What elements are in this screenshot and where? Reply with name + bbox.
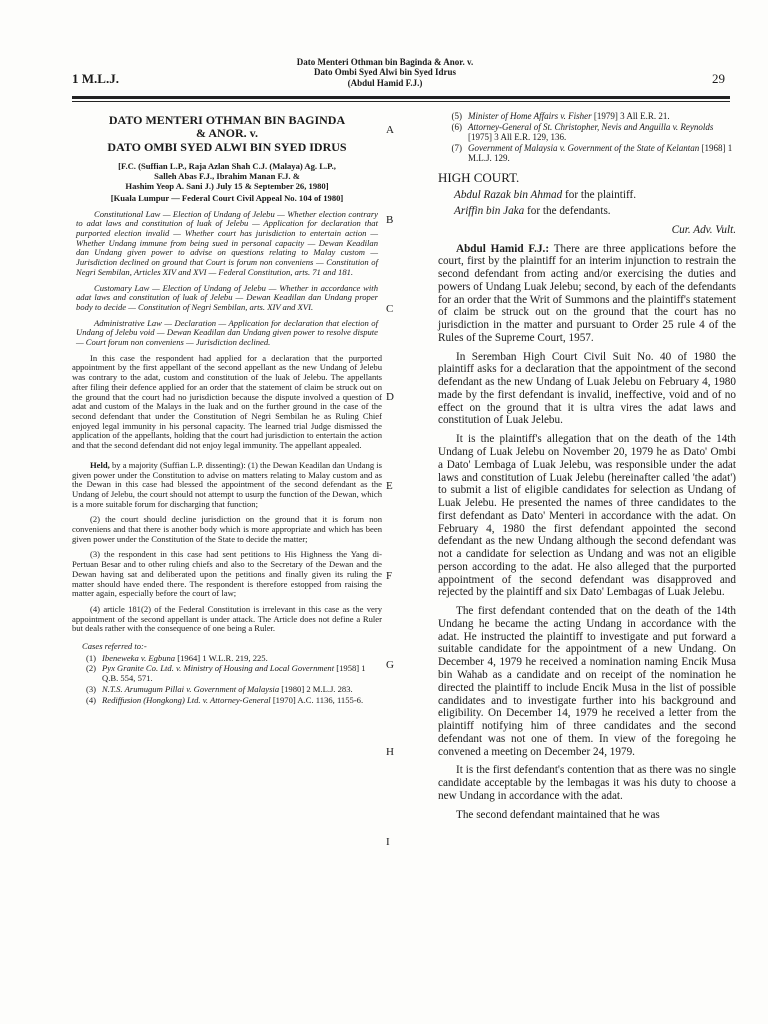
held-paragraph-1 [72, 461, 382, 510]
judge-name: Abdul Hamid F.J.: [456, 242, 550, 255]
case-name: Pyx Granite Co. Ltd. v. Ministry of Housing and Local Government [102, 663, 335, 674]
case-title-line: & ANOR. v. [195, 126, 258, 141]
case-name: Ibeneweka v. Egbuna [102, 652, 176, 663]
catchwords-constitutional: Constitutional Law — Election of Undang of Jelebu — Whether election contrary to adat laws and constitution of luak of Jelebu — Application for declaration that purported election invalid — Whether court has jurisdiction to entertain action — Whether Undang immune from being sued in personal capacity — Dewan Keadilan dan Undang given power to advise on questions relating to Malay custom — Jurisdiction declined on ground that Court is forum non conveniens — Constitution of Negri Sembilan, Articles XIV and XVI — Federal Constitution, arts. 71 and 181. [76, 208, 378, 277]
judgment-paragraph-2: In Seremban High Court Civil Suit No. 40 of 1980 the plaintiff asks for a declaration that the appointment of the second defendant as the new Undang of Luak Jelebu on February 4, 1980 made by the first defendant is invalid, ineffective, void and of no effect on the ground that it is ultra vires the adat laws and constitution of Luak Jelebu. [438, 350, 736, 427]
counsel-plaintiff [454, 189, 736, 202]
right-column [438, 110, 736, 821]
held-paragraph-3: (3) the respondent in this case had sent petitions to His Highness the Yang di-Pertuan Besar and to other ruling chiefs and also to the Secretary of the Dewan and the Dewan having sat and deliberated upon the petitions and finally given its ruling the matter should have ended there. The respondent is therefore estopped from raising the matter again, especially before the court of law; [72, 549, 382, 599]
judgment-paragraph-1 [438, 243, 736, 345]
held-label: Held, [90, 459, 110, 470]
catchwords-customary: Customary Law — Election of Undang of Jelebu — Whether in accordance with adat laws and constitution of luak of Jelebu — Dewan Keadilan dan Undang proper body to decide — Constitution of Negri Sembilan, arts. XIV and XVI. [76, 282, 378, 312]
case-cite: [1975] 3 All E.R. 129, 136. [468, 132, 567, 143]
case-name: Government of Malaysia v. Government of the State of Kelantan [468, 143, 700, 154]
coram-line: Hashim Yeop A. Sani J.) July 15 & September 26, 1980] [125, 181, 329, 192]
counsel-defendants [454, 205, 736, 218]
case-name: N.T.S. Arumugum Pillai v. Government of Malaysia [102, 683, 280, 694]
case-number: (3) [85, 683, 96, 694]
judgment-paragraph-4: The first defendant contended that on the death of the 14th Undang he became the acting Undang in accordance with the adat. He instructed the plaintiff to investigate and put forward a suitable candidate for the appointment of a new Undang. On December 4, 1979 he received a nomination naming Encik Musa bin Wahab as a candidate and on receipt of the nomination he directed the plaintiff to include Encik Musa in the list of possible candidates and to investigate further into his background and eligibility. On December 14, 1979 he received a letter from the plaintiff notifying him of three candidates and the second defendant was not one of them. In view of the foregoing he convened a meeting on December 24, 1979. [438, 605, 736, 758]
header-rule-thin [72, 101, 730, 102]
page-number: 29 [712, 71, 725, 86]
case-cite: [1958] 1 Q.B. 554, 571. [102, 663, 366, 684]
held-paragraph-2: (2) the court should decline jurisdiction on the ground that it is forum non conveniens and that there is another body which is more appropriate and which has been given power under the Constitution of the State to decide the matter; [72, 514, 382, 544]
margin-letter-f: F [386, 570, 393, 582]
case-citation [438, 143, 736, 163]
case-citation [72, 654, 382, 664]
case-number: (4) [85, 694, 96, 705]
cases-referred-heading: Cases referred to:- [82, 641, 147, 652]
case-name: Attorney-General of St. Christopher, Nevis and Anguilla v. Reynolds [468, 122, 714, 133]
case-cite: [1979] 3 All E.R. 21. [591, 111, 670, 121]
case-title [72, 114, 382, 154]
margin-letter-e: E [386, 480, 393, 492]
coram [72, 162, 382, 192]
counsel-name: Abdul Razak bin Ahmad [454, 189, 563, 202]
case-citation [438, 122, 736, 142]
catchwords-administrative: Administrative Law — Declaration — Application for declaration that election of Undang of Jelebu void — Dewan Keadilan dan Undang given power to resolve dispute — Court forum non conveniens — Jurisdiction declined. [76, 317, 378, 348]
appeal-reference: [Kuala Lumpur — Federal Court Civil Appeal No. 104 of 1980] [110, 192, 344, 203]
case-name: Minister of Home Affairs v. Fisher [468, 111, 592, 121]
case-cite: [1980] 2 M.L.J. 283. [279, 683, 353, 694]
margin-letter-d: D [386, 391, 394, 403]
coram-line: [F.C. (Suffian L.P., Raja Azlan Shah C.J. (Malaya) Ag. L.P., [118, 161, 336, 172]
case-citation [72, 696, 382, 706]
judgment-text: There are three applications before the court, first by the plaintiff for an interim injunction to restrain the second defendant from acting and/or exercising the duties and powers of Undang Luak Jelebu; second, by each of the defendants for an order that the Writ of Summons and the plaintiff's statement of claim be struck out on the ground that the court has no jurisdiction in the matter and pursuant to Order 25 rule 4 of the Rules of the Supreme Court, 1957. [438, 242, 736, 344]
counsel-role: for the plaintiff. [562, 189, 636, 202]
cur-adv-vult: Cur. Adv. Vult. [671, 223, 736, 236]
case-cite: [1964] 1 W.L.R. 219, 225. [175, 652, 268, 663]
case-number: (5) [451, 111, 462, 121]
case-citation [438, 111, 736, 121]
judgment-paragraph-3: It is the plaintiff's allegation that on the death of the 14th Undang of Luak Jelebu on November 20, 1979 he as Dato' Ombi a Dato' Lembaga of Luak Jelebu, was responsible under the adat laws and constitution of Luak Jelebu (hereinafter called 'the adat') to submit a list of eligible candidates for selection as Undang of Luak Jelebu. He presented the names of three candidates to the first defendant as Dato' Menteri in accordance with the adat. On February 4, 1980 the first defendant appointed the second defendant as the new Undang although the second defendant was not a candidate for selection as Undang and was not an eligible person according to the adat. He also alleged that the purported appointment of the second defendant was disapproved and rejected by the plaintiff and six Dato' Lembagas of Luak Jelebu. [438, 433, 736, 599]
case-cite: [1968] 1 M.L.J. 129. [468, 143, 733, 164]
case-number: (6) [451, 122, 462, 133]
running-case-title [230, 57, 540, 88]
running-title-line-3: (Abdul Hamid F.J.) [347, 77, 423, 88]
case-number: (7) [451, 143, 462, 154]
running-title-line-1: Dato Menteri Othman bin Baginda & Anor. v. [296, 57, 474, 67]
margin-letter-c: C [386, 303, 394, 315]
coram-line: Salleh Abas F.J., Ibrahim Manan F.J. & [154, 171, 300, 182]
running-title-line-2: Dato Ombi Syed Alwi bin Syed Idrus [313, 67, 457, 78]
margin-letter-a: A [386, 124, 394, 136]
case-title-line: DATO OMBI SYED ALWI BIN SYED IDRUS [107, 139, 347, 154]
margin-letter-h: H [386, 746, 394, 758]
case-citation [72, 664, 382, 683]
case-title-line: DATO MENTERI OTHMAN BIN BAGINDA [108, 113, 346, 127]
held-text: by a majority (Suffian L.P. dissenting): (1) the Dewan Keadilan dan Undang is given power under the Constitution to advise on matters relating to Malay custom and as the Dewan in this case had blessed the appointment of the second defendant as the Undang of Jelebu, the court should not attempt to usurp the function of the Dewan, which is a more suitable forum for discharging that function; [72, 459, 382, 509]
left-column [72, 110, 382, 706]
reporter-abbrev: 1 M.L.J. [72, 71, 119, 86]
case-citation [72, 685, 382, 695]
headnote-facts: In this case the respondent had applied for a declaration that the purported appointment by the first appellant of the second appellant as the new Undang of Jelebu was contrary to the adat, custom and constitution of the luak of Jelebu. The appellants after filing their defence applied for an order that the statement of claim be struck out on the ground that the court had no jurisdiction because the dispute involved a question of adat and custom of the Malays in the luak and on the further ground in the case of the second defendant that under the Constitution of Negri Sembilan he as Ruling Chief enjoyed legal immunity in his personal capacity. The learned trial Judge dismissed the application of the appellants, holding that the court had jurisdiction to entertain the action and that the second defendant did not enjoy legal immunity. The appellant appealed. [72, 352, 382, 451]
margin-letter-g: G [386, 659, 394, 671]
margin-letter-i: I [386, 836, 390, 848]
case-number: (2) [85, 663, 96, 674]
counsel-name: Ariffin bin Jaka [454, 204, 525, 217]
header-rule-thick [72, 96, 730, 99]
case-number: (1) [85, 652, 96, 663]
court-heading: HIGH COURT. [438, 170, 520, 186]
judgment-paragraph-5: It is the first defendant's contention that as there was no single candidate acceptable by the lembagas it was his duty to choose a new Undang in accordance with the adat. [438, 764, 736, 802]
case-name: Rediffusion (Hongkong) Ltd. v. Attorney-General [102, 694, 271, 705]
held-paragraph-4: (4) article 181(2) of the Federal Constitution is irrelevant in this case as the very appointment of the second appellant is under attack. The Article does not define a Ruler but deals rather with the consequence of one being a Ruler. [72, 603, 382, 634]
counsel-role: for the defendants. [524, 204, 611, 217]
case-cite: [1970] A.C. 1136, 1155-6. [270, 694, 364, 705]
margin-letter-b: B [386, 214, 394, 226]
judgment-paragraph-6: The second defendant maintained that he was [456, 808, 660, 821]
